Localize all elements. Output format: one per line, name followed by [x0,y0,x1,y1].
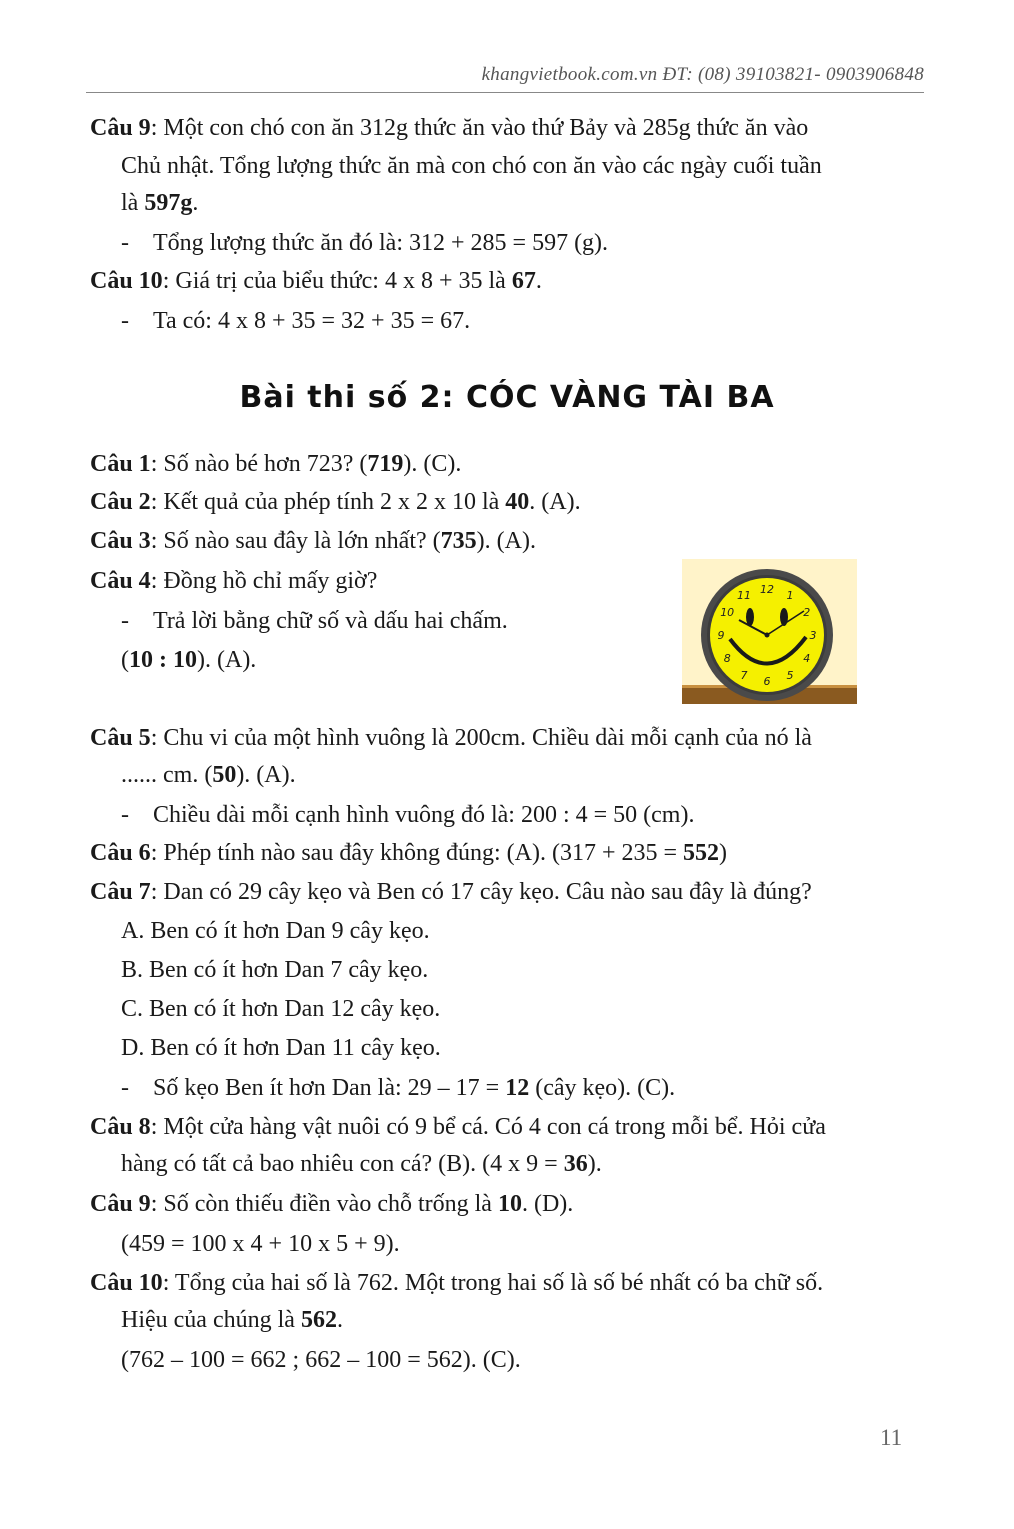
q5-note: - Chiều dài mỗi cạnh hình vuông đó là: 200 : 4 = 50 (cm). [121,802,695,828]
q2 [90,487,581,517]
question-text: : Một cửa hàng vật nuôi có 9 bể cá. Có 4 con cá trong mỗi bể. Hỏi cửa [150,1114,826,1140]
q7-option-a: A. Ben có ít hơn Dan 9 cây kẹo. [121,918,430,944]
text: ). (A). [476,528,536,554]
question-label: Câu 10 [90,1270,163,1296]
note-text: Tổng lượng thức ăn đó là: 312 + 285 = 597 (g). [153,230,609,256]
q8-line2 [121,1149,602,1179]
text: là [121,190,145,216]
q7-option-c: C. Ben có ít hơn Dan 12 cây kẹo. [121,996,441,1022]
clock-center [765,633,770,638]
question-label: Câu 4 [90,568,151,594]
q5-line1 [90,723,812,753]
text: ). (A). [236,762,296,788]
question-label: Câu 7 [90,879,151,905]
q10-line1 [90,1268,823,1298]
q10-note: (762 – 100 = 662 ; 662 – 100 = 562). (C). [121,1347,521,1373]
text: . [192,190,199,216]
question-text: : Phép tính nào sau đây không đúng: (A). (317 + 235 = [150,840,684,866]
text: . [336,1307,343,1333]
note-text: Số kẹo Ben ít hơn Dan là: 29 – 17 = [153,1075,506,1101]
question-text: : Số nào sau đây là lớn nhất? ( [150,528,441,554]
answer: 50 [212,762,237,788]
clock-number: 2 [803,606,811,619]
answer: 67 [511,268,536,294]
text: ...... cm. ( [121,762,213,788]
header-rule [86,92,924,93]
q1 [90,449,461,479]
clock-number: 6 [763,675,771,688]
page-number: 11 [880,1425,903,1450]
smiley-clock-icon [682,559,857,704]
clock-number: 12 [760,583,774,596]
q4-note: - Trả lời bằng chữ số và dấu hai chấm. [121,608,508,634]
q9 [90,1189,573,1219]
question-label: Câu 9 [90,115,151,141]
clock-number: 7 [740,668,748,682]
answer: 562 [300,1307,337,1333]
top-q9-line2: Chủ nhật. Tổng lượng thức ăn mà con chó con ăn vào các ngày cuối tuần [121,153,822,179]
top-q9-line3 [121,188,198,218]
question-text: : Một con chó con ăn 312g thức ăn vào thứ Bảy và 285g thức ăn vào [150,115,809,141]
question-label: Câu 3 [90,528,151,554]
page-header: khangvietbook.com.vn ĐT: (08) 39103821- 0903906848 [481,64,924,85]
clock-number: 5 [786,668,794,682]
clock-number: 3 [809,629,817,642]
note-text: (cây kẹo). (C). [529,1075,676,1101]
q5-line2 [121,760,296,790]
q7 [90,877,812,907]
answer: 719 [367,451,404,477]
q4 [90,566,377,596]
text: ). (A). [197,647,257,673]
clock-number: 1 [786,589,794,603]
q3 [90,526,536,556]
q4-answer [121,645,256,675]
question-label: Câu 5 [90,725,151,751]
question-text: : Số nào bé hơn 723? ( [150,451,368,477]
answer: 597g [144,190,193,216]
answer: 12 [505,1075,530,1101]
text: . [535,268,542,294]
clock-number: 9 [717,629,725,642]
question-label: Câu 2 [90,489,151,515]
answer: 552 [683,840,720,866]
question-text: : Tổng của hai số là 762. Một trong hai số là số bé nhất có ba chữ số. [162,1270,824,1296]
answer: 36 [563,1151,588,1177]
question-text: : Chu vi của một hình vuông là 200cm. Chiều dài mỗi cạnh của nó là [150,725,812,751]
question-text: : Số còn thiếu điền vào chỗ trống là [150,1191,498,1217]
question-label: Câu 9 [90,1191,151,1217]
top-q9-line1 [90,113,808,143]
q9-note: (459 = 100 x 4 + 10 x 5 + 9). [121,1231,400,1257]
text: ( [121,647,129,673]
answer: 735 [440,528,477,554]
section-title: Bài thi số 2: CÓC VÀNG TÀI BA [239,380,775,415]
q6 [90,838,727,868]
text: . (A). [529,489,581,515]
note-text: Trả lời bằng chữ số và dấu hai chấm. [153,608,508,634]
answer: 10 : 10 [129,647,197,673]
q10-line2 [121,1305,343,1335]
clock-number: 10 [720,606,735,619]
text: ). (C). [403,451,462,477]
question-label: Câu 6 [90,840,151,866]
text: ) [719,840,728,866]
question-label: Câu 8 [90,1114,151,1140]
question-text: : Dan có 29 cây kẹo và Ben có 17 cây kẹo. Câu nào sau đây là đúng? [150,879,812,905]
question-label: Câu 1 [90,451,151,477]
clock-image [682,559,857,704]
text: ). [587,1151,602,1177]
question-text: : Giá trị của biểu thức: 4 x 8 + 35 là [162,268,512,294]
clock-number: 4 [803,652,811,665]
q8-line1 [90,1112,826,1142]
text: hàng có tất cả bao nhiêu con cá? (B). (4 x 9 = [121,1151,564,1177]
note-text: Ta có: 4 x 8 + 35 = 32 + 35 = 67. [153,308,471,334]
clock-number: 11 [737,589,751,603]
top-q10-note: - Ta có: 4 x 8 + 35 = 32 + 35 = 67. [121,308,471,334]
answer: 40 [505,489,530,515]
question-label: Câu 10 [90,268,163,294]
q7-option-d: D. Ben có ít hơn Dan 11 cây kẹo. [121,1035,441,1061]
note-text: Chiều dài mỗi cạnh hình vuông đó là: 200 : 4 = 50 (cm). [153,802,695,828]
text: . (D). [521,1191,574,1217]
top-q9-note: - Tổng lượng thức ăn đó là: 312 + 285 = 597 (g). [121,230,609,256]
text: Hiệu của chúng là [121,1307,301,1333]
q7-note: - Số kẹo Ben ít hơn Dan là: 29 – 17 = 12 (cây kẹo). (C). [121,1075,676,1101]
q7-option-b: B. Ben có ít hơn Dan 7 cây kẹo. [121,957,429,983]
answer: 10 [497,1191,522,1217]
question-text: : Đồng hồ chỉ mấy giờ? [150,568,378,594]
question-text: : Kết quả của phép tính 2 x 2 x 10 là [150,489,506,515]
top-q10 [90,266,542,296]
clock-number: 8 [723,652,731,665]
